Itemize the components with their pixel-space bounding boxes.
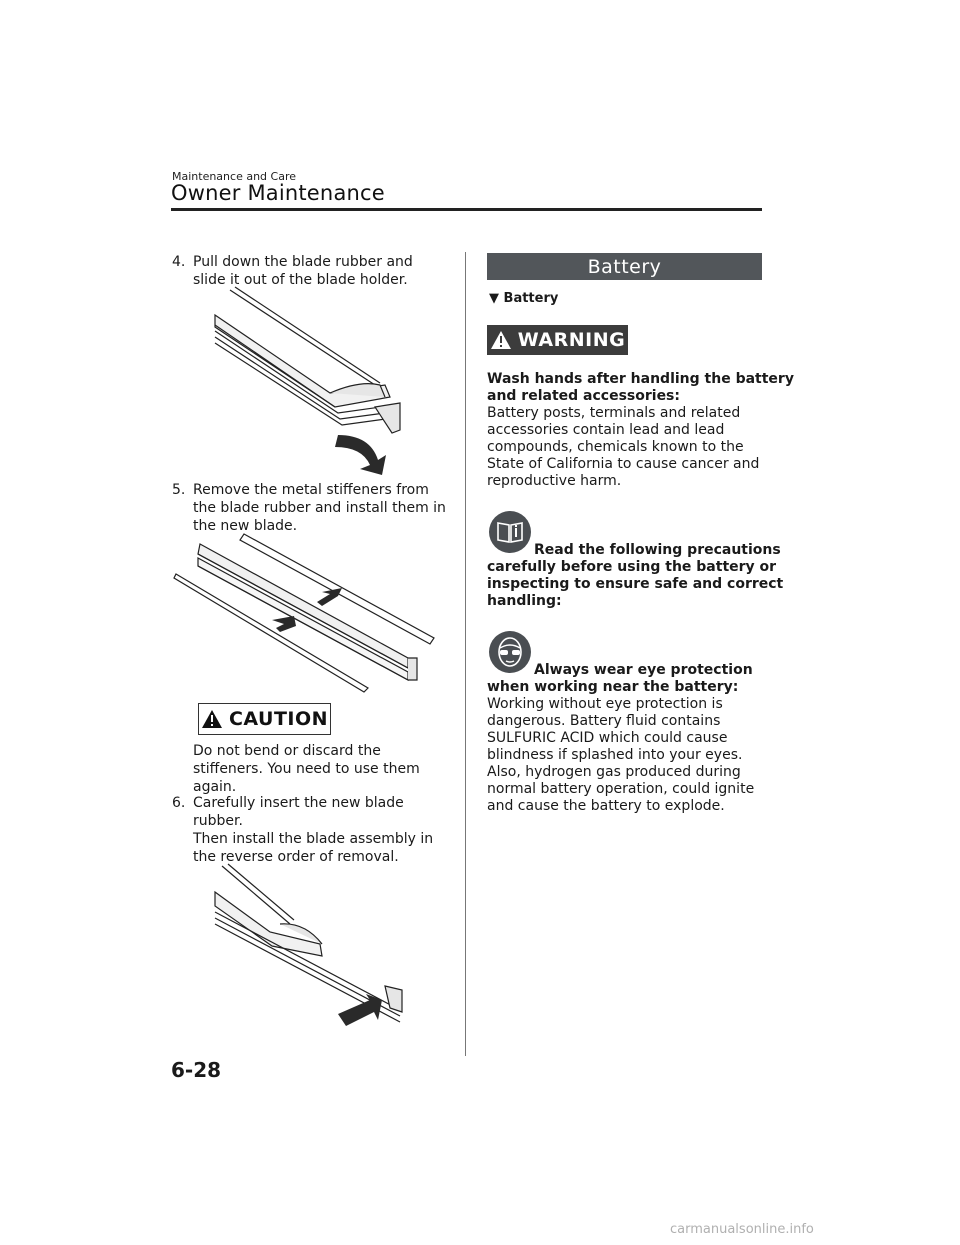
eye-note-line: Working without eye protection is <box>487 696 723 712</box>
warning-text-line: State of California to cause cancer and <box>487 456 760 472</box>
warning-text-line: reproductive harm. <box>487 473 622 489</box>
blade-insertion-illustration <box>210 862 410 1037</box>
caution-box <box>198 703 331 735</box>
step-text-line: Then install the blade assembly in <box>193 831 434 847</box>
step-text-line: Pull down the blade rubber and <box>193 254 413 270</box>
step-text-line: slide it out of the blade holder. <box>193 272 408 288</box>
step-6 <box>172 794 442 866</box>
caution-text-line: stiffeners. You need to use them <box>193 761 420 777</box>
caution-text <box>193 742 468 796</box>
warning-text-line: Battery posts, terminals and related <box>487 405 741 421</box>
eye-note-line: Also, hydrogen gas produced during <box>487 764 741 780</box>
column-divider <box>465 252 466 1056</box>
eye-note-bold-line: when working near the battery: <box>487 679 739 695</box>
eye-note-line: blindness if splashed into your eyes. <box>487 747 743 763</box>
step-text-line: rubber. <box>193 813 243 829</box>
eye-note-line: normal battery operation, could ignite <box>487 781 755 797</box>
eye-note-line: dangerous. Battery fluid contains <box>487 713 721 729</box>
warning-triangle-icon <box>490 330 512 350</box>
header-rule <box>171 208 762 211</box>
warning-text-line: compounds, chemicals known to the <box>487 439 744 455</box>
battery-subheading <box>489 291 558 306</box>
manual-note-line: inspecting to ensure safe and correct <box>487 576 784 592</box>
manual-note-text <box>487 542 784 610</box>
eye-note-line: and cause the battery to explode. <box>487 798 725 814</box>
step-text-line: Remove the metal stiffeners from <box>193 482 429 498</box>
caution-triangle-icon <box>201 709 223 729</box>
step-4 <box>172 253 442 289</box>
warning-bold-line: Wash hands after handling the battery <box>487 371 794 387</box>
warning-box <box>487 325 628 355</box>
watermark-url[interactable]: carmanualsonline.info <box>670 1222 814 1237</box>
eye-note-line: SULFURIC ACID which could cause <box>487 730 728 746</box>
manual-note-line: carefully before using the battery or <box>487 559 777 575</box>
warning-text <box>487 371 794 490</box>
eye-note-bold-line: Always wear eye protection <box>534 662 753 678</box>
step-text-line: the reverse order of removal. <box>193 849 399 865</box>
manual-note-line: handling: <box>487 593 562 609</box>
caution-text-line: again. <box>193 779 237 795</box>
caution-label: CAUTION <box>228 708 329 730</box>
battery-section-banner: Battery <box>487 253 762 280</box>
caution-text-line: Do not bend or discard the <box>193 743 381 759</box>
step-number: 6. <box>172 795 186 811</box>
warning-bold-line: and related accessories: <box>487 388 680 404</box>
step-text-line: Carefully insert the new blade <box>193 795 404 811</box>
manual-note-line: Read the following precautions <box>534 542 781 558</box>
step-number: 5. <box>172 482 186 498</box>
page-number: 6-28 <box>171 1058 222 1082</box>
step-text-line: the new blade. <box>193 518 298 534</box>
blade-removal-illustration <box>210 285 410 480</box>
warning-text-line: accessories contain lead and lead <box>487 422 725 438</box>
eye-note-text <box>487 662 762 815</box>
step-text-line: the blade rubber and install them in <box>193 500 446 516</box>
subhead-text: Battery <box>503 291 559 306</box>
step-5 <box>172 481 446 535</box>
step-number: 4. <box>172 254 186 270</box>
stiffeners-illustration <box>172 530 442 695</box>
subhead-marker: ▼ <box>489 291 499 306</box>
warning-label: WARNING <box>517 329 626 351</box>
chapter-title: Owner Maintenance <box>171 181 385 205</box>
section-label: Maintenance and Care <box>172 170 296 183</box>
